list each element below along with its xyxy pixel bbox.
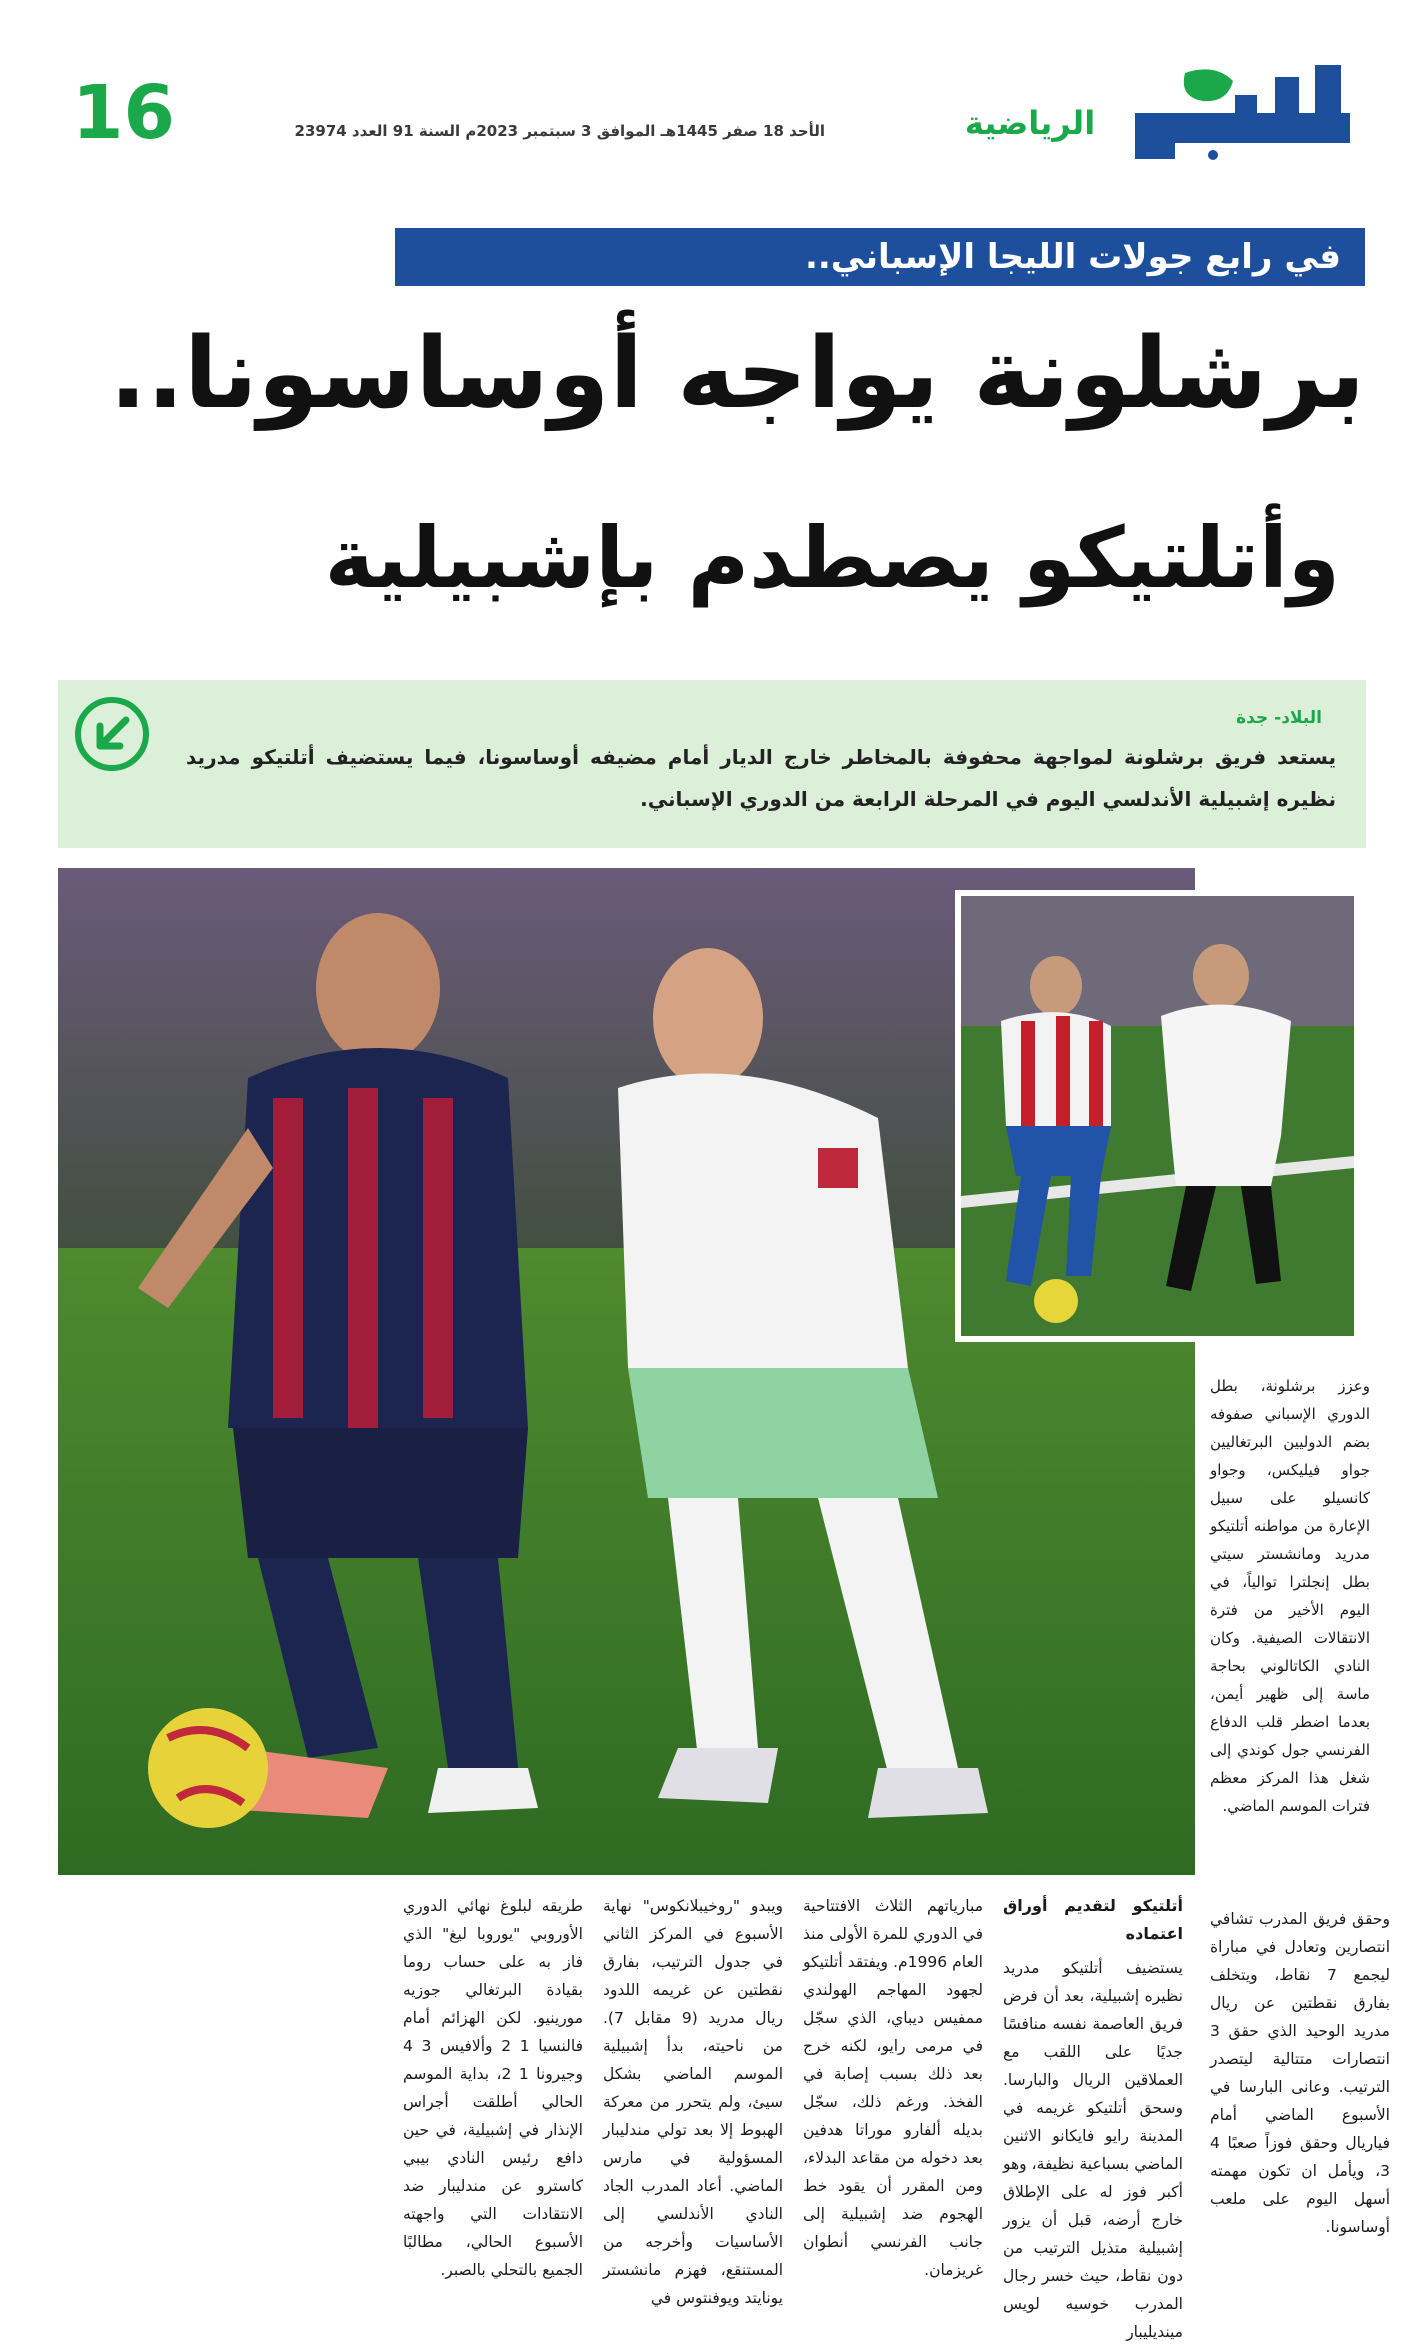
albilad-logo-icon <box>1115 55 1365 165</box>
column-text: يستضيف أتلتيكو مدريد نظيره إشبيلية، بعد أن فرض فريق العاصمة نفسه منافسًا جديًا على اللقب مع العملاقين الريال والبارسا. وسحق أتلتيكو غريمه في المدينة رايو فايكانو الاثنين الماضي بسباعية نظيفة، وهو أكبر فوز له على الإطلاق خارج أرضه، قبل أن يزور إشبيلية متذيل الترتيب من دون نقاط، حيث خسر رجال المدرب خوسيه لويس مينديليبار <box>1003 1959 1183 2341</box>
football-photo-inset <box>961 896 1354 1336</box>
article-column-1: وحقق فريق المدرب تشافي انتصارين وتعادل في مباراة ليجمع 7 نقاط، ويتخلف بفارق نقطتين عن ريال مدريد الوحيد الذي حقق 3 انتصارات متتالية ليتصدر الترتيب. وعانى البارسا في الأسبوع الماضي أمام فياريال وحقق فوزاً صعبًا 4 3، ويأمل ان تكون مهمته أسهل اليوم على ملعب أوساسونا. <box>1210 1910 1391 2236</box>
arrow-down-left-icon <box>72 694 152 774</box>
column-subhead: أتلتيكو لتقديم أوراق اعتماده <box>1003 1896 1183 1943</box>
lead-box <box>58 680 1366 848</box>
page-number: 16 <box>72 70 175 156</box>
article-column-4: ويبدو "روخيبلانكوس" نهاية الأسبوع في المركز الثاني في جدول الترتيب، بفارق نقطتين عن غريمه اللدود ريال مدريد (9 مقابل 7). من ناحيته، بدأ إشبيلية الموسم الماضي بشكل سيئ، ولم يتحرر من معركة الهبوط إلا بعد تولي مندليبار المسؤولية في مارس الماضي. أعاد المدرب الجاد النادي الأندلسي إلى الأساسيات وأخرجه من المستنقع، فهزم مانشستر يونايتد ويوفنتوس في <box>603 1897 783 2307</box>
newspaper-logo <box>1115 55 1365 165</box>
inset-photo <box>955 890 1360 1342</box>
article-column-side: وعزز برشلونة، بطل الدوري الإسباني صفوفه بضم الدوليين البرتغاليين جواو فيليكس، وجواو كانسيلو على سبيل الإعارة من مواطنه أتلتيكو مدريد ومانشستر سيتي بطل إنجلترا توالياً، في اليوم الأخير من فترة الانتقالات الصيفية. وكان النادي الكاتالوني بحاجة ماسة إلى ظهير أيمن، بعدما اضطر قلب الدفاع الفرنسي جول كوندي إلى شغل هذا المركز معظم فترات الموسم الماضي. <box>1210 1377 1370 1815</box>
issue-date-line: الأحد 18 صفر 1445هـ الموافق 3 سبتمبر 2023م السنة 91 العدد 23974 <box>294 122 825 140</box>
kicker-bar <box>395 228 1365 286</box>
main-headline: برشلونة يواجه أوساسونا.. <box>109 317 1365 431</box>
article-column-2 <box>1003 1892 1183 2341</box>
lead-text: يستعد فريق برشلونة لمواجهة محفوفة بالمخاطر خارج الديار أمام مضيفه أوساسونا، فيما يستضيف أتلتيكو مدريد نظيره إشبيلية الأندلسي اليوم في المرحلة الرابعة من الدوري الإسباني. <box>186 745 1336 811</box>
byline: البلاد- جدة <box>1236 708 1322 728</box>
kicker-text: في رابع جولات الليجا الإسباني.. <box>804 237 1341 277</box>
article-column-3: مبارياتهم الثلاث الافتتاحية في الدوري للمرة الأولى منذ العام 1996م. ويفتقد أتلتيكو لجهود المهاجم الهولندي ممفيس ديباي، الذي سجّل في مرمى رايو، لكنه خرج بعد ذلك بسبب إصابة في الفخذ. ورغم ذلك، سجّل بديله ألفارو موراتا هدفين بعد دخوله من مقاعد البدلاء، ومن المقرر أن يقود خط الهجوم ضد إشبيلية إلى جانب الفرنسي أنطوان غريزمان. <box>803 1897 983 2279</box>
sub-headline: وأتلتيكو يصطدم بإشبيلية <box>324 509 1340 607</box>
section-name: الرياضية <box>964 104 1096 142</box>
article-column-5: طريقه لبلوغ نهائي الدوري الأوروبي "يوروبا ليغ" الذي فاز به على حساب روما بقيادة البرتغالي جوزيه مورينيو. لكن الهزائم أمام فالنسيا 1 2 وألافيس 3 4 وجيرونا 1 2، بداية الموسم الحالي أطلقت أجراس الإنذار في إشبيلية، في حين دافع رئيس النادي بيبي كاسترو عن مندليبار ضد الانتقادات التي واجهته الأسبوع الحالي، مطالبًا الجميع بالتحلي بالصبر. <box>403 1897 583 2279</box>
